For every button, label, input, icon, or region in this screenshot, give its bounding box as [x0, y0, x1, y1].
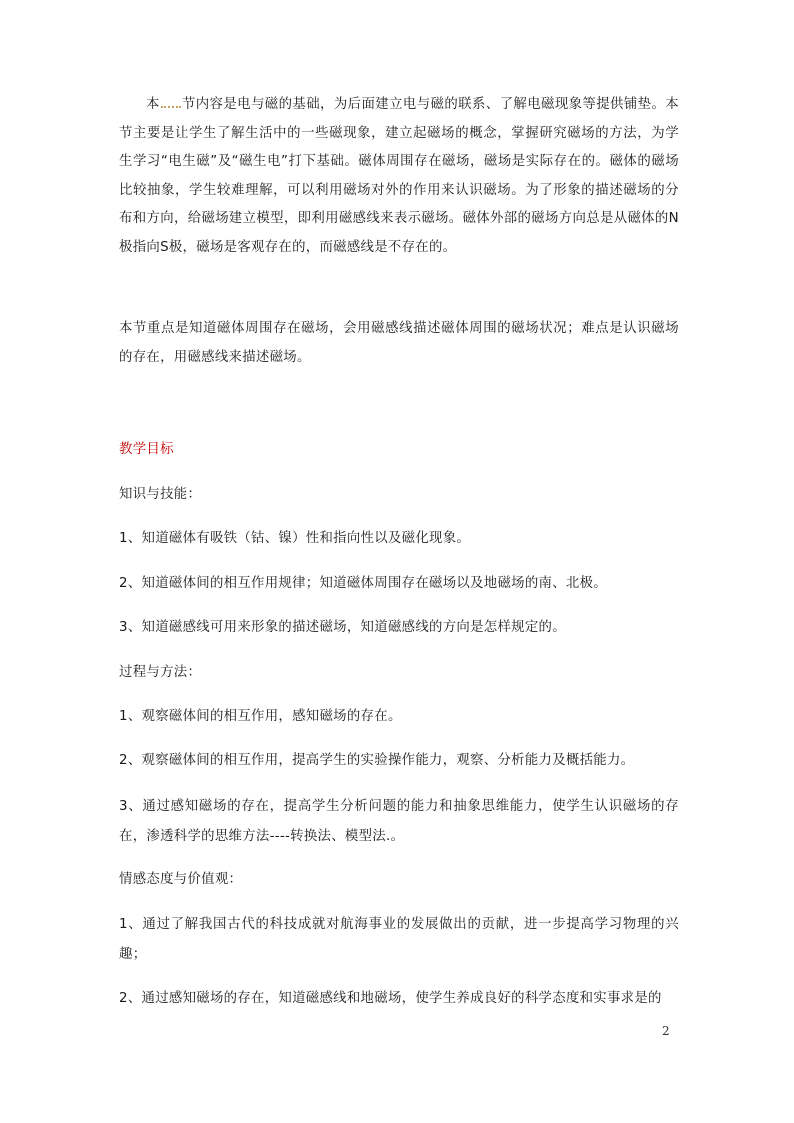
intro-paragraph	[119, 91, 679, 262]
process-methods-title: 过程与方法：	[119, 665, 202, 680]
key-points-paragraph: 本节重点是知道磁体周围存在磁场，会用磁感线描述磁体周围的磁场状况；难点是认识磁场的存在，用磁感线来描述磁场。	[119, 321, 679, 365]
process-item-2: 2、观察磁体间的相互作用，提高学生的实验操作能力，观察、分析能力及概括能力。	[119, 753, 635, 768]
intro-text: 节内容是电与磁的基础，为后面建立电与磁的联系、了解电磁现象等提供铺垫。本节主要是让学生了解生活中的一些磁现象，建立起磁场的概念，掌握研究磁场的方法，为学生学习“电生磁”及“磁生电”打下基础。磁体周围存在磁场，磁场是实际存在的。磁体的磁场比较抽象，学生较难理解，可以利用磁场对外的作用来认识磁场。为了形象的描述磁场的分布和方向，给磁场建立模型，即利用磁感线来表示磁场。磁体外部的磁场方向总是从磁体的N极指向S极，磁场是客观存在的，而磁感线是不存在的。	[119, 97, 679, 255]
page-number: 2	[662, 1024, 670, 1038]
knowledge-item-1: 1、知道磁体有吸铁（钴、镍）性和指向性以及磁化现象。	[119, 531, 471, 546]
emotion-values-title: 情感态度与价值观：	[119, 872, 243, 887]
emotion-item-1: 1、通过了解我国古代的科技成就对航海事业的发展做出的贡献，进一步提高学习物理的兴趣；	[119, 917, 679, 962]
intro-first-word: 本	[146, 97, 160, 112]
process-item-1: 1、观察磁体间的相互作用，感知磁场的存在。	[119, 709, 402, 724]
knowledge-skills-title: 知识与技能：	[119, 487, 202, 502]
knowledge-item-2: 2、知道磁体间的相互作用规律；知道磁体周围存在磁场以及地磁场的南、北极。	[119, 576, 607, 591]
knowledge-item-3: 3、知道磁感线可用来形象的描述磁场，知道磁感线的方向是怎样规定的。	[119, 620, 566, 635]
dotted-underline-mark	[161, 96, 181, 108]
emotion-item-2: 2、通过感知磁场的存在，知道磁感线和地磁场，使学生养成良好的科学态度和实事求是的	[119, 991, 662, 1006]
process-item-3: 3、通过感知磁场的存在，提高学生分析问题的能力和抽象思维能力，使学生认识磁场的存在，渗透科学的思维方法----转换法、模型法.。	[119, 799, 679, 844]
objectives-heading: 教学目标	[119, 442, 174, 457]
